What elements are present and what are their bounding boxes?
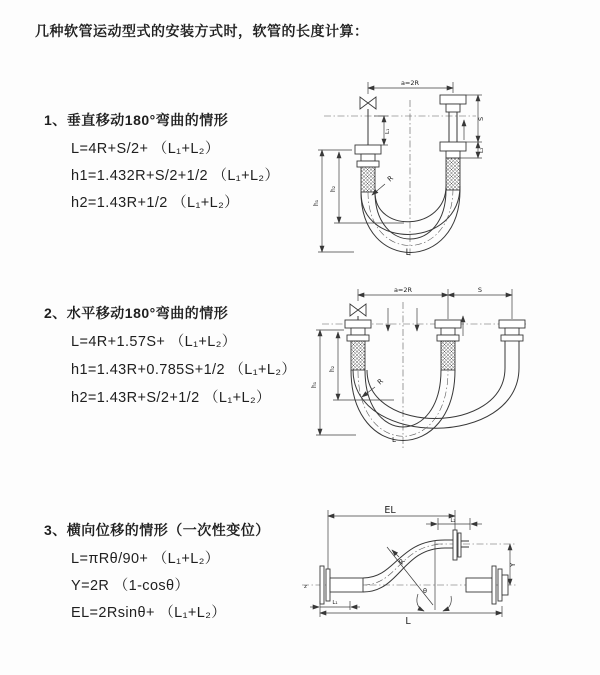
d2-length-label: L — [392, 436, 396, 444]
section-1-formula-h2: h2=1.43R+1/2 （L₁+L₂） — [71, 195, 240, 211]
d3-hose-s-curve — [363, 540, 445, 592]
d1-length-label: L — [405, 248, 411, 258]
d3-radius-leader — [392, 550, 399, 557]
section-2-formula-L: L=4R+1.57S+ （L₁+L₂） — [71, 334, 237, 350]
section-2-heading: 2、水平移动180°弯曲的情形 — [44, 305, 229, 321]
d3-dim-l1-label: L₁ — [332, 600, 338, 606]
d1-dim-l1-label: L₁ — [385, 128, 391, 134]
d1-dim-h2-label: h₂ — [330, 185, 337, 192]
d3-angle-arc-left — [417, 594, 424, 611]
diagram-vertical-180-bend — [308, 68, 598, 263]
section-3-formula-Y: Y=2R （1-cosθ） — [71, 578, 190, 594]
d3-dim-el-label: EL — [384, 505, 396, 516]
d1-radius-label: R — [385, 174, 395, 184]
diagram-lateral-displacement — [298, 503, 598, 648]
d3-angle-label: θ — [423, 587, 427, 595]
section-1-formula-L: L=4R+S/2+ （L₁+L₂） — [71, 141, 220, 157]
d3-right-flange — [466, 566, 508, 604]
d3-dim-y-label: Y — [509, 562, 517, 567]
d1-right-fitting — [440, 95, 466, 190]
d2-hose-u-bend — [351, 368, 519, 441]
valve-icon — [350, 304, 366, 320]
d1-dim-stroke-label: S — [477, 116, 485, 121]
d1-left-fitting — [355, 145, 381, 192]
d1-dim-h1-label: h₁ — [313, 199, 320, 206]
diagram-horizontal-180-bend — [308, 278, 600, 463]
valve-icon — [360, 97, 376, 145]
section-1-formula-h1: h1=1.432R+S/2+1/2 （L₁+L₂） — [71, 168, 280, 184]
section-3-formula-L: L=πRθ/90+ （L₁+L₂） — [71, 551, 220, 567]
d1-dim-l2-label: L₂ — [479, 147, 485, 153]
d2-radius-label: R — [375, 377, 385, 387]
d3-radius-label: R — [397, 557, 407, 567]
d2-moved-fitting — [499, 320, 525, 368]
d2-dim-h1-label: h₁ — [311, 381, 318, 388]
d2-left-fitting — [345, 320, 371, 370]
d1-dim-span-label: a=2R — [400, 79, 420, 87]
section-2-formula-h1: h1=1.43R+0.785S+1/2 （L₁+L₂） — [71, 362, 297, 378]
d3-z-mark: z — [304, 584, 307, 590]
d2-dim-stroke-label: S — [477, 286, 483, 294]
section-1-heading: 1、垂直移动180°弯曲的情形 — [44, 112, 229, 128]
d2-middle-fitting — [435, 320, 461, 370]
section-2-formula-h2: h2=1.43R+S/2+1/2 （L₁+L₂） — [71, 390, 271, 406]
section-3-heading: 3、横向位移的情形（一次性变位） — [44, 522, 270, 538]
d2-dim-span-label: a=2R — [393, 286, 413, 294]
d1-hose-u-bend — [361, 186, 460, 253]
d3-dim-l2-label: L₂ — [450, 518, 456, 524]
page-title: 几种软管运动型式的安装方式时，软管的长度计算： — [35, 23, 369, 39]
section-3-formula-EL: EL=2Rsinθ+ （L₁+L₂） — [71, 605, 227, 621]
d3-angle-arc-right — [443, 596, 451, 611]
d3-dim-l-label: L — [405, 616, 411, 627]
d2-dim-h2-label: h₂ — [329, 365, 336, 372]
d3-moved-flange — [445, 530, 469, 560]
d3-left-flange — [320, 566, 363, 604]
